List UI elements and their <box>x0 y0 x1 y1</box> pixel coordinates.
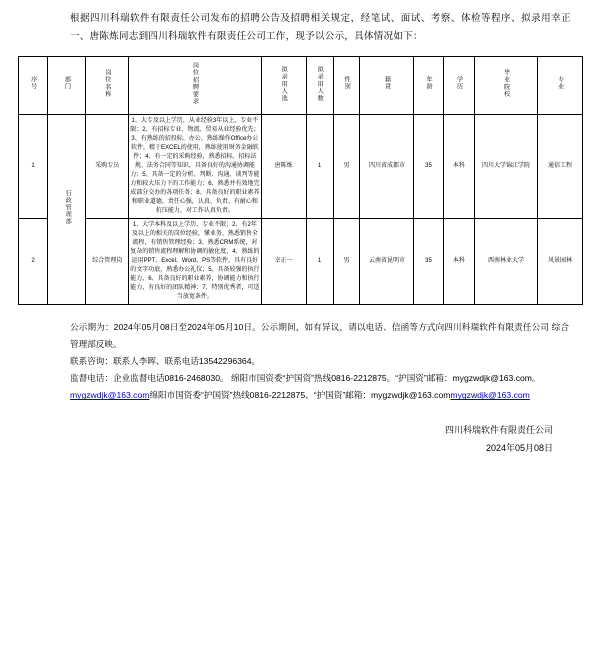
col-header-major-label: 专业 <box>556 76 564 91</box>
col-header-department-label: 部门 <box>63 76 71 91</box>
note-hotline-text: 绵阳市国资委“护国资”热线0816-2212875。“护国资”邮箱：mygzwdjk@163.com。 <box>230 373 541 384</box>
cell-education: 本科 <box>443 218 474 304</box>
intro-text: 根据四川科瑞软件有限责任公司发布的招聘公告及招聘相关规定，经笔试、面试、考察、体检等程序、拟录用幸正一、唐陈炼同志到四川科瑞软件有限责任公司工作，现予以公示，具体情况如下： <box>70 13 571 43</box>
recruitment-table <box>18 56 583 305</box>
table-header-row <box>19 57 583 115</box>
table-row <box>19 114 583 218</box>
note-hotline-repeat: 绵阳市国资委“护国资”热线0816-2212875、“护国资”邮箱：mygzwdjk@163.com <box>149 390 451 401</box>
cell-education: 本科 <box>443 114 474 218</box>
col-header-hometown-label: 籍贯 <box>383 76 391 91</box>
cell-major: 通信工程 <box>537 114 582 218</box>
col-header-gender <box>333 57 360 115</box>
cell-position: 采购专员 <box>86 114 129 218</box>
cell-gender: 男 <box>333 218 360 304</box>
col-header-requirements <box>129 57 262 115</box>
intro-paragraph <box>18 10 583 46</box>
signature-date: 2024年05月08日 <box>485 443 553 454</box>
cell-candidate: 幸正一 <box>261 218 306 304</box>
cell-hometown: 云南省昆明市 <box>360 218 414 304</box>
note-hotline-line <box>70 387 569 404</box>
col-header-gender-label: 性别 <box>343 76 351 91</box>
col-header-count-label: 拟录用人数 <box>316 65 324 102</box>
col-header-seq-label: 序号 <box>29 76 37 91</box>
col-header-age-label: 年龄 <box>425 76 433 91</box>
col-header-candidate <box>261 57 306 115</box>
col-header-hometown <box>360 57 414 115</box>
cell-age: 35 <box>414 114 443 218</box>
col-header-requirements-label: 岗位招聘要求 <box>191 62 199 106</box>
email-link-2[interactable]: mygzwdjk@163.com <box>450 390 530 401</box>
notes-section <box>18 319 583 405</box>
col-header-education-label: 学历 <box>455 76 463 91</box>
cell-candidate: 唐陈炼 <box>261 114 306 218</box>
cell-hometown: 四川省成都市 <box>360 114 414 218</box>
cell-seq: 2 <box>19 218 48 304</box>
cell-school: 西南林业大学 <box>475 218 538 304</box>
note-publicity-period: 公示期为：2024年05月08日至2024年05月10日。公示期间，如有异议，请以电话、信函等方式向四川科瑞软件有限责任公司 综合管理部反映。 <box>70 321 569 349</box>
note-contact: 联系咨询：联系人李晖、联系电话13542296364。 <box>70 355 261 366</box>
col-header-age <box>414 57 443 115</box>
cell-major: 风景园林 <box>537 218 582 304</box>
cell-count: 1 <box>306 218 333 304</box>
col-header-department <box>48 57 86 115</box>
cell-count: 1 <box>306 114 333 218</box>
col-header-major <box>537 57 582 115</box>
col-header-count <box>306 57 333 115</box>
cell-requirements: 1、大专及以上学历，从业经验3年以上，专业不限；2、有招标专业、物流、贸易从业经验优先；3、有熟练的招投标、办公、熟练操作Office办公软件，精于EXCEL的使用，熟练使用财务金融软件；4、有一定的采购经验，熟悉招标、招标法规、法务合同等知识，具备良好的沟通协调能力；5、具备一定的分析、判断、沟通、谈判等能力和较大压力下的工作能力；6、熟悉并有效地完成部分交办的各项任务；8、具备良好的职业素养和职业道德，责任心强，认真、负责、有耐心和抗压能力，对工作认真负责。 <box>129 114 262 218</box>
cell-school: 四川大学锦江学院 <box>475 114 538 218</box>
col-header-candidate-label: 拟录用人选 <box>280 65 288 102</box>
col-header-position-label: 岗位名称 <box>103 69 111 99</box>
email-link-1[interactable]: mygzwdjk@163.com <box>70 390 150 401</box>
note-supervision-line <box>70 370 569 387</box>
note-supervision-text: 监督电话：企业监督电话0816-2468030。 <box>70 373 229 384</box>
cell-seq: 1 <box>19 114 48 218</box>
signature-block <box>18 421 583 459</box>
cell-department-label: 行政管理部 <box>64 189 71 225</box>
signature-company: 四川科瑞软件有限责任公司 <box>444 424 553 435</box>
col-header-seq <box>19 57 48 115</box>
col-header-education <box>443 57 474 115</box>
cell-department <box>48 114 86 304</box>
cell-gender: 男 <box>333 114 360 218</box>
col-header-school-label: 毕业院校 <box>502 69 510 99</box>
cell-position: 综合管理岗 <box>86 218 129 304</box>
col-header-school <box>475 57 538 115</box>
col-header-position <box>86 57 129 115</box>
table-row <box>19 218 583 304</box>
cell-age: 35 <box>414 218 443 304</box>
cell-requirements: 1、大学本科及以上学历，专业不限；2、有2年及以上的相关的岗位经验，懂业务、熟悉销售全流程，有销售管理经验；3、熟悉CRM系统，对复杂的销售流程理解和协调的敏化度，4、熟练的运用PPT、Excel、Word、PS等软件，具有良好的文字功底，熟悉办公礼仪；5、具备较强的执行能力，6、具备良好的职业素养，协调能力和执行能力，有良好的团队精神；7、特别优秀者，可适当放宽条件。 <box>129 218 262 304</box>
